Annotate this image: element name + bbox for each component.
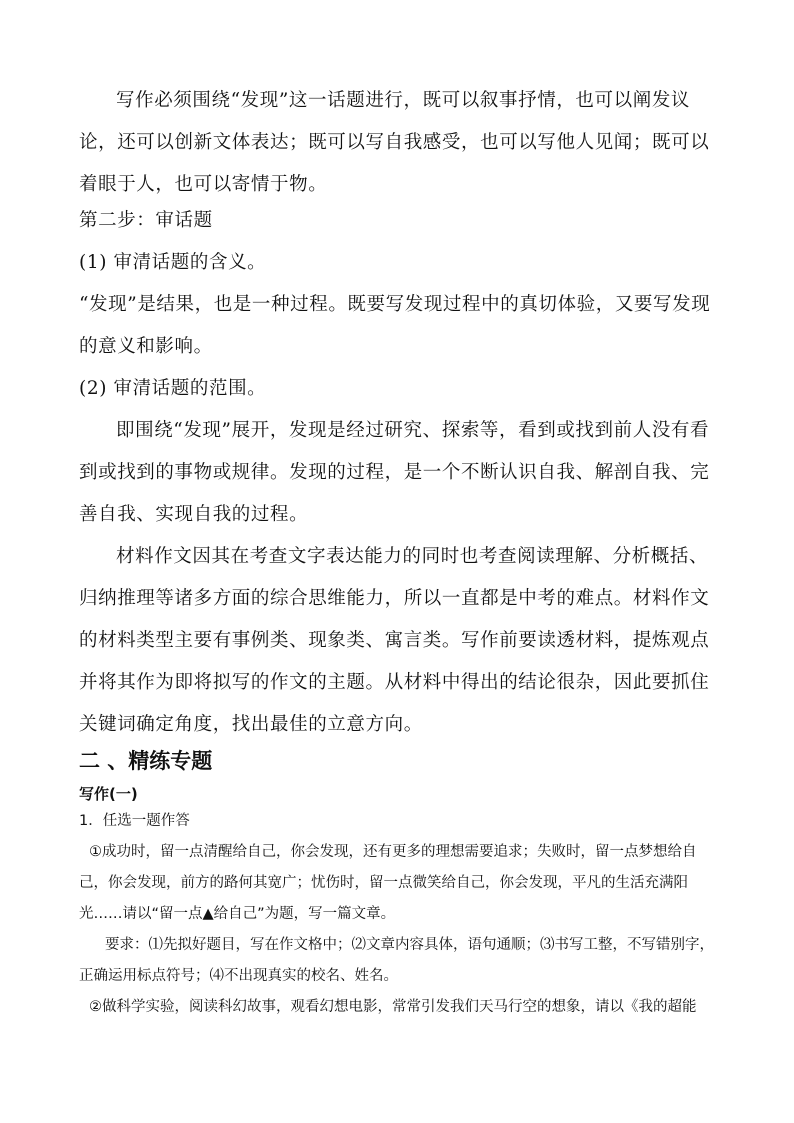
material-paragraph: 材料作文因其在考查文字表达能力的同时也考查阅读理解、分析概括、归纳推理等诸多方面的综合思维能力，所以一直都是中考的难点。材料作文的材料类型主要有事例类、现象类、寓言类。写作前要读透材料，提炼观点并将其作为即将拟写的作文的主题。从材料中得出的结论很杂，因此要抓住关键词确定角度，找出最佳的立意方向。 bbox=[79, 546, 710, 735]
item-two-heading: (2) 审清话题的范围。 bbox=[79, 378, 267, 399]
option-two-text: ②做科学实验，阅读科幻故事，观看幻想电影，常常引发我们天马行空的想象，请以《我的超能 bbox=[89, 999, 697, 1015]
step-two-heading: 第二步：审话题 bbox=[79, 210, 213, 231]
section-two-heading: 二 、精练专题 bbox=[79, 749, 213, 773]
question-one-label: 1．任选一题作答 bbox=[79, 813, 190, 829]
intro-paragraph: 写作必须围绕“发现”这一话题进行，既可以叙事抒情，也可以阐发议论，还可以创新文体表达；既可以写自我感受，也可以写他人见闻；既可以着眼于人，也可以寄情于物。 bbox=[79, 90, 710, 195]
item-one-body: “发现”是结果，也是一种过程。既要写发现过程中的真切体验，又要写发现的意义和影响。 bbox=[79, 294, 711, 357]
item-one-heading: (1) 审清话题的含义。 bbox=[79, 252, 267, 273]
option-one-text: ①成功时，留一点清醒给自己，你会发现，还有更多的理想需要追求；失败时，留一点梦想给自己，你会发现，前方的路何其宽广；忧伤时，留一点微笑给自己，你会发现，平凡的生活充满阳光……请以“留一点▲给自己”为题，写一篇文章。 bbox=[79, 844, 697, 922]
requirements-text: 要求：⑴先拟好题目，写在作文格中；⑵文章内容具体，语句通顺；⑶书写工整，不写错别字，正确运用标点符号；⑷不出现真实的校名、姓名。 bbox=[79, 937, 714, 984]
item-two-body: 即围绕“发现”展开，发现是经过研究、探索等，看到或找到前人没有看到或找到的事物或规律。发现的过程，是一个不断认识自我、解剖自我、完善自我、实现自我的过程。 bbox=[79, 420, 710, 525]
writing-one-subheading: 写作(一) bbox=[79, 785, 138, 803]
